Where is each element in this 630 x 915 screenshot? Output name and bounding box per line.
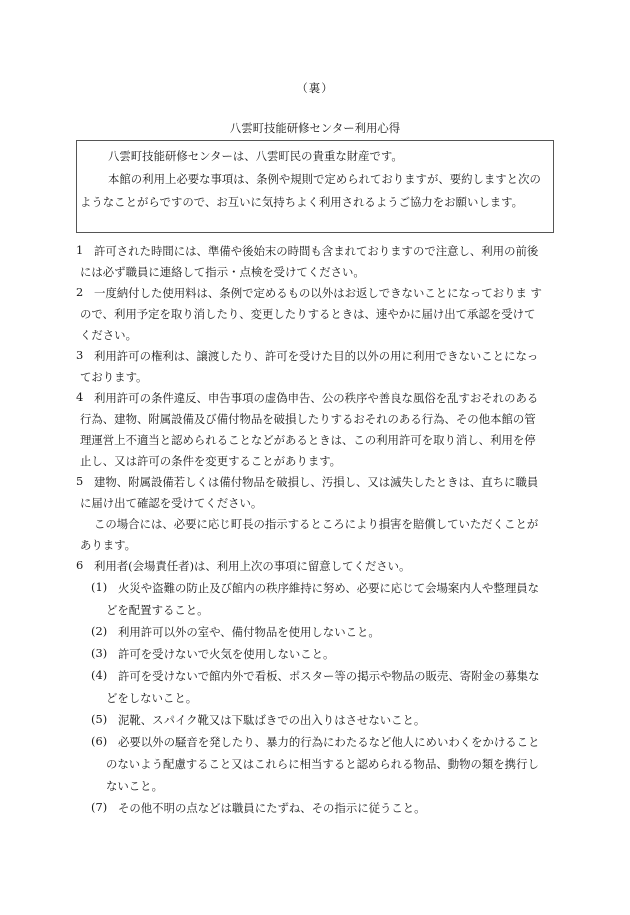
rule-line: 止し、又は許可の条件を変更することがあります。 — [80, 454, 342, 468]
subitem-line: 火災や盗難の防止及び館内の秩序維持に努め、必要に応じて会場案内人や整理員な — [118, 581, 539, 595]
page-side-label: （裏） — [296, 81, 334, 95]
rule-line: 理運営上不適当と認められることなどがあるときは、この利用許可を取り消し、利用を停 — [80, 433, 536, 447]
subitem-line: 許可を受けないで館内外で看板、ポスター等の掲示や物品の販売、寄附金の募集な — [118, 669, 540, 683]
rule-line: 利用許可の権利は、譲渡したり、許可を受けた目的以外の用に利用できないことになっ — [94, 349, 539, 363]
rule-number: 4 — [76, 390, 84, 404]
rule-number: 5 — [76, 474, 84, 488]
subitem-line: 許可を受けないで火気を使用しないこと。 — [118, 647, 335, 661]
subitem-number: (5) — [91, 712, 108, 726]
subitem-line: 利用許可以外の室や、備付物品を使用しないこと。 — [118, 625, 380, 639]
rule-number: 1 — [76, 243, 84, 257]
subitem-line: ないこと。 — [106, 779, 163, 793]
intro-box — [76, 140, 554, 233]
rule-line: には必ず職員に連絡して指示・点検を受けてください。 — [80, 265, 365, 279]
subitem-number: (2) — [91, 624, 108, 638]
subitem-number: (3) — [91, 646, 108, 660]
intro-line: 本館の利用上必要な事項は、条例や規則で定められておりますが、要約しますと次の — [108, 172, 541, 186]
subitem-line: どを配置すること。 — [106, 603, 209, 617]
subitem-number: (4) — [91, 668, 108, 682]
rule-line: 一度納付した使用料は、条例で定めるもの以外はお返しできないことになっておりま す — [94, 286, 542, 300]
subitem-line: その他不明の点などは職員にたずね、その指示に従うこと。 — [118, 801, 426, 815]
rule-line: 利用者(会場責任者)は、利用上次の事項に留意してください。 — [94, 559, 411, 573]
subitem-line: 泥靴、スパイク靴又は下駄ばきでの出入りはさせないこと。 — [118, 713, 426, 727]
rule-line: 利用許可の条件違反、申告事項の虚偽申告、公の秩序や善良な風俗を乱すおそれのある — [94, 391, 539, 405]
rule-line: ので、利用予定を取り消したり、変更したりするときは、速やかに届け出て承認を受けて — [80, 307, 536, 321]
rule-line: 行為、建物、附属設備及び備付物品を破損したりするおそれのある行為、その他本館の管 — [80, 412, 536, 426]
subitem-number: (7) — [91, 800, 108, 814]
rule-line: ください。 — [80, 328, 137, 342]
subitem-line: のないよう配慮すること又はこれらに相当すると認められる物品、動物の類を携行し — [106, 757, 539, 771]
rule-line: ております。 — [80, 370, 148, 384]
rule-number: 6 — [76, 558, 84, 572]
document-title: 八雲町技能研修センター利用心得 — [229, 121, 401, 135]
rule-number: 2 — [76, 285, 84, 299]
rule-number: 3 — [76, 348, 84, 362]
subitem-line: 必要以外の騒音を発したり、暴力的行為にわたるなど他人にめいわくをかけること — [118, 735, 540, 749]
rule-line: 許可された時間には、準備や後始末の時間も含まれておりますので注意し、利用の前後 — [94, 244, 539, 258]
subitem-line: どをしないこと。 — [106, 691, 198, 705]
intro-line: 八雲町技能研修センターは、八雲町民の貴重な財産です。 — [108, 149, 403, 163]
intro-line: ようなことがらですので、お互いに気持ちよく利用されるようご協力をお願いします。 — [80, 195, 523, 209]
rule-line: この場合には、必要に応じ町長の指示するところにより損害を賠償していただくことが — [94, 517, 539, 531]
rule-line: あります。 — [80, 538, 137, 552]
subitem-number: (6) — [91, 734, 108, 748]
rule-line: に届け出て確認を受けてください。 — [80, 496, 263, 510]
rule-line: 建物、附属設備若しくは備付物品を破損し、汚損し、又は滅失したときは、直ちに職員 — [94, 475, 539, 489]
subitem-number: (1) — [91, 580, 108, 594]
